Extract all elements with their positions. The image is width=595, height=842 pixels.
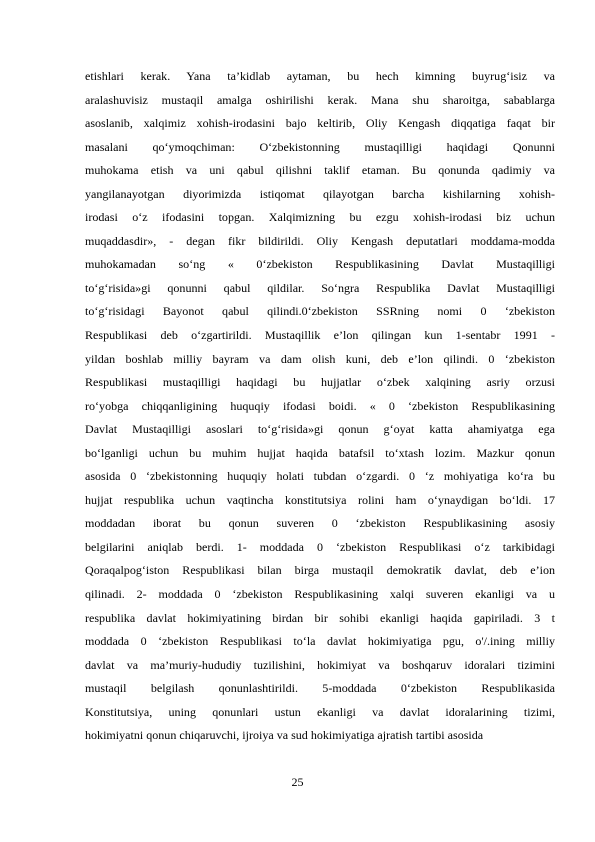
text-line: moddada 0 ‘zbekiston Respublikasi to‘la davlat hokimiyatiga pgu, o'/.ining milliy [85,634,555,649]
text-line: hujjat respublika uchun vaqtincha konstitutsiya rolini ham o‘ynaydigan bo‘ldi. 17 [85,492,555,507]
text-line: respublika davlat hokimiyatining birdan bir sohibi ekanligi haqida gapiriladi. 3 t [85,610,555,625]
text-line: Respublikasi deb o‘zgartirildi. Mustaqillik e’lon qilingan kun 1-sentabr 1991 - [85,328,555,343]
page-number: 25 [291,775,304,789]
text-line: hokimiyatni qonun chiqaruvchi, ijroiya va sud hokimiyatiga ajratish tartibi asosida [85,728,484,743]
body-text [85,65,555,748]
text-line: muqaddasdir», - degan fikr bildirildi. Oliy Kengash deputatlari moddama-modda [85,233,555,248]
text-line: muhokamadan so‘ng « 0‘zbekiston Respublikasining Davlat Mustaqilligi [85,257,555,272]
text-line: etishlari kerak. Yana ta’kidlab aytaman, bu hech kimning buyrug‘isiz va [85,69,555,83]
text-line: Qoraqalpog‘iston Respublikasi bilan birga mustaqil demokratik davlat, deb e’ion [85,563,555,578]
text-line: davlat va ma’muriy-hududiy tuzilishini, hokimiyat va boshqaruv idoralari tizimini [85,657,555,672]
text-line: Konstitutsiya, uning qonunlari ustun ekanligi va davlat idoralarining tizimi, [85,704,555,719]
text-line: ro‘yobga chiqqanligining huquqiy ifodasi boidi. « 0 ‘zbekiston Respublikasining [85,398,555,413]
text-line: muhokama etish va uni qabul qilishni taklif etaman. Bu qonunda qadimiy va [85,163,555,178]
text-line: mustaqil belgilash qonunlashtirildi. 5-moddada 0‘zbekiston Respublikasida [85,681,555,696]
text-line: aralashuvisiz mustaqil amalga oshirilishi kerak. Mana shu sharoitga, sabablarga [85,92,555,107]
text-line: qilinadi. 2- moddada 0 ‘zbekiston Respublikasining xalqi suveren ekanligi va u [85,587,555,602]
text-line: masalani qo‘ymoqchiman: O‘zbekistonning mustaqilligi haqidagi Qonunni [85,139,555,154]
text-line: asoslanib, xalqimiz xohish-irodasini bajo keltirib, Oliy Kengash diqqatiga faqat bir [85,116,555,131]
text-line: asosida 0 ‘zbekistonning huquqiy holati tubdan o‘zgardi. 0 ‘z mohiyatiga ko‘ra bu [85,469,555,484]
text-line: Respublikasi mustaqilligi haqidagi bu hujjatlar o‘zbek xalqining asriy orzusi [85,375,555,390]
text-line: to‘g‘risida»gi qonunni qabul qildilar. So‘ngra Respublika Davlat Mustaqilligi [85,280,555,295]
text-line: bo‘lganligi uchun bu muhim hujjat haqida batafsil to‘xtash lozim. Mazkur qonun [85,445,555,460]
text-line: yangilanayotgan diyorimizda istiqomat qilayotgan barcha kishilarning xohish- [85,186,555,201]
text-line: moddadan iborat bu qonun suveren 0 ‘zbekiston Respublikasining asosiy [85,516,555,531]
text-line: yildan boshlab milliy bayram va dam olish kuni, deb e’lon qilindi. 0 ‘zbekiston [85,351,555,366]
text-line: Davlat Mustaqilligi asoslari to‘g‘risida»gi qonun g‘oyat katta ahamiyatga ega [85,422,555,437]
text-line: to‘g‘risidagi Bayonot qabul qilindi.0‘zbekiston SSRning nomi 0 ‘zbekiston [85,304,555,319]
text-line: belgilarini aniqlab berdi. 1- moddada 0 ‘zbekiston Respublikasi o‘z tarkibidagi [85,539,555,554]
text-line: irodasi o‘z ifodasini topgan. Xalqimizning bu ezgu xohish-irodasi biz uchun [85,210,555,225]
